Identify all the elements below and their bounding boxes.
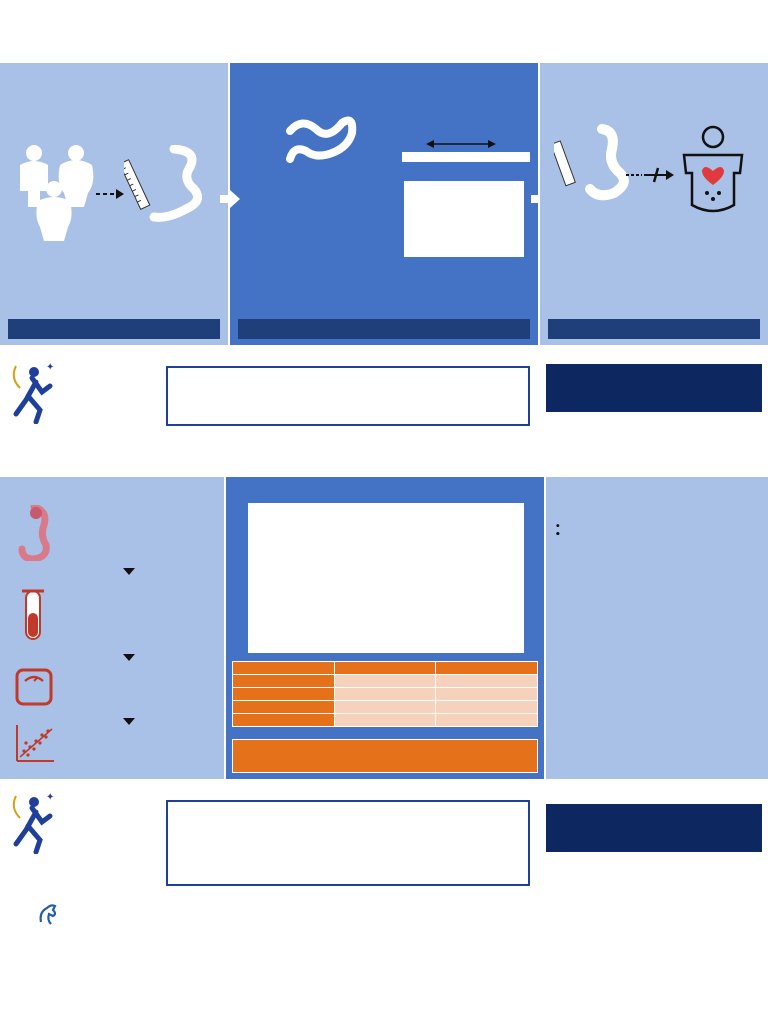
range-arrow-icon — [426, 139, 496, 149]
scale-icon — [14, 667, 54, 707]
stomach-bypass-icon — [14, 505, 54, 561]
springer-horse-icon — [37, 902, 59, 926]
obesity-surgery-logo — [546, 804, 762, 852]
ifso-figure-icon — [6, 788, 58, 854]
weight-chart — [248, 503, 524, 653]
table-row — [233, 701, 538, 714]
table-header-cell — [334, 662, 436, 675]
stomach-ruler-icon — [554, 123, 644, 203]
study-period-bar — [8, 319, 220, 339]
scatter-plot — [404, 181, 524, 257]
table-row — [233, 675, 538, 688]
check-icon — [334, 701, 436, 714]
check-icon — [334, 714, 436, 727]
predictor-table-header — [233, 662, 538, 675]
table-row — [233, 714, 538, 727]
bowel-icon — [282, 113, 362, 173]
arrow-down-icon — [123, 718, 135, 725]
scatter-points — [418, 185, 520, 245]
dashed-arrow-icon — [96, 188, 124, 200]
check-icon — [436, 675, 538, 688]
panel-arrow-icon — [220, 190, 240, 208]
conclusions2-panel — [546, 477, 768, 779]
test-tube-icon — [20, 589, 46, 645]
patients-figures-icon — [14, 143, 100, 243]
methods-panel — [0, 63, 228, 345]
followup-bar — [238, 319, 530, 339]
take-home-bar — [548, 319, 760, 339]
row-label — [233, 714, 335, 727]
check-icon — [436, 714, 538, 727]
results-panel — [230, 63, 538, 345]
weight-chart-plot — [248, 503, 524, 653]
svg-text:✦: ✦ — [46, 792, 55, 803]
arrow-down-icon — [123, 654, 135, 661]
no-effect-arrow-icon — [644, 167, 674, 183]
conclusions-list — [554, 519, 762, 527]
method-panel — [0, 477, 224, 779]
obesity-surgery-logo — [546, 364, 762, 412]
check-icon — [436, 701, 538, 714]
table-header-cell — [436, 662, 538, 675]
regression-icon — [14, 723, 56, 763]
check-icon — [334, 688, 436, 701]
arrow-down-icon — [123, 568, 135, 575]
heart-body-icon — [674, 125, 752, 217]
ruler-intestine-icon — [124, 145, 214, 225]
ifso-figure-icon — [6, 358, 58, 424]
review-space — [166, 800, 530, 886]
row-label — [233, 701, 335, 714]
conclusion-panel — [540, 63, 768, 345]
row-label — [233, 688, 335, 701]
table-header-cell — [233, 662, 335, 675]
check-icon — [436, 688, 538, 701]
predictor-table — [232, 661, 538, 727]
review-space — [166, 366, 530, 426]
results2-panel — [226, 477, 544, 779]
check-icon — [334, 675, 436, 688]
table-row — [233, 688, 538, 701]
row-label — [233, 675, 335, 688]
ruler-icon — [402, 152, 530, 162]
svg-text:✦: ✦ — [46, 362, 55, 373]
diabetic-box — [232, 739, 538, 773]
